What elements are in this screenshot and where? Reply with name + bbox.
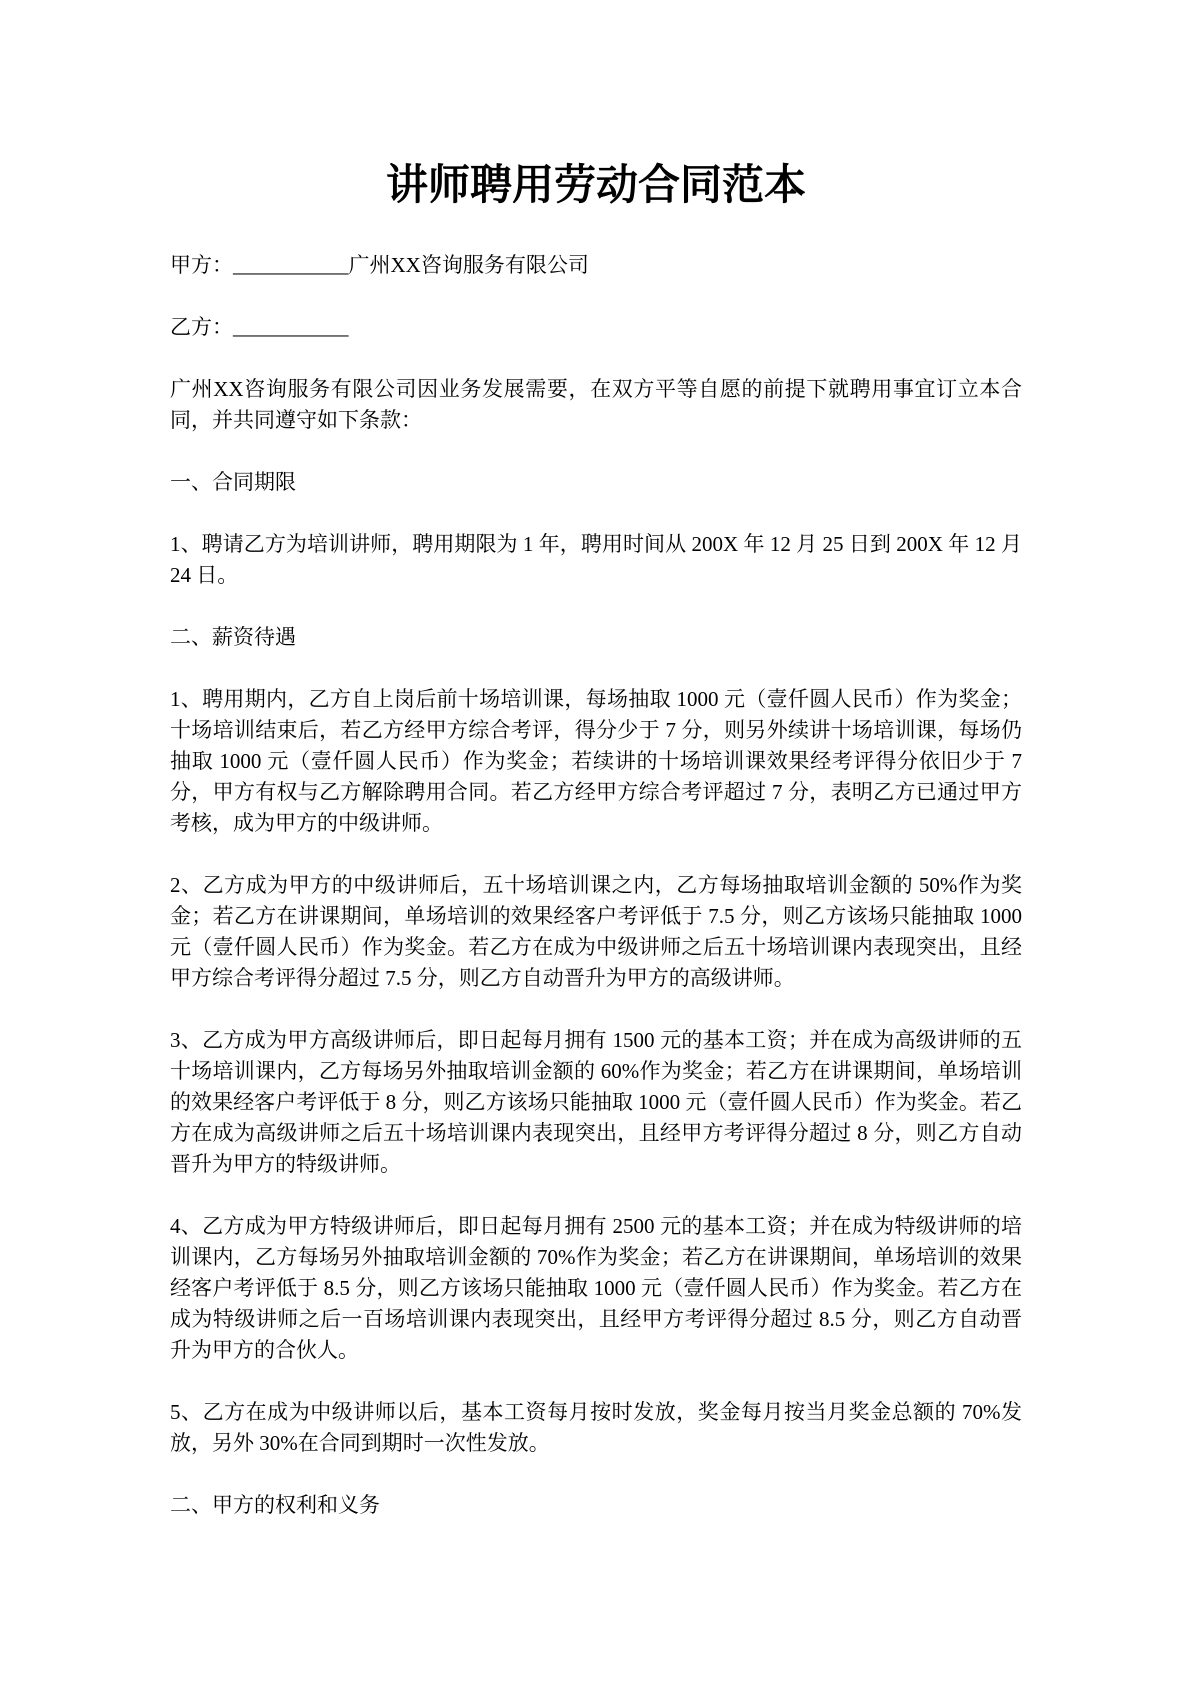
intro-paragraph: 广州XX咨询服务有限公司因业务发展需要，在双方平等自愿的前提下就聘用事宜订立本合同，并共同遵守如下条款： — [170, 377, 1022, 432]
party-b-blank-underline: ___________ — [233, 315, 349, 339]
contract-clause: 1、聘请乙方为培训讲师，聘用期限为 1 年，聘用时间从 200X 年 12 月 25 日到 200X 年 12 月 24 日。 — [170, 532, 1022, 587]
section-heading-contract-term: 一、合同期限 — [170, 470, 296, 494]
party-b-line — [170, 312, 1022, 343]
contract-clause: 3、乙方成为甲方高级讲师后，即日起每月拥有 1500 元的基本工资；并在成为高级讲师的五十场培训课内，乙方每场另外抽取培训金额的 60%作为奖金；若乙方在讲课期间，单场培训的效果经客户考评低于 8 分，则乙方该场只能抽取 1000 元（壹仟圆人民币）作为奖金。若乙方在成为高级讲师之后五十场培训课内表现突出，且经甲方考评得分超过 8 分，则乙方自动晋升为甲方的特级讲师。 — [170, 1028, 1022, 1176]
contract-clause: 4、乙方成为甲方特级讲师后，即日起每月拥有 2500 元的基本工资；并在成为特级讲师的培训课内，乙方每场另外抽取培训金额的 70%作为奖金；若乙方在讲课期间，单场培训的效果经客户考评低于 8.5 分，则乙方该场只能抽取 1000 元（壹仟圆人民币）作为奖金。若乙方在成为特级讲师之后一百场培训课内表现突出，且经甲方考评得分超过 8.5 分，则乙方自动晋升为甲方的合伙人。 — [170, 1214, 1022, 1362]
party-b-label: 乙方： — [170, 315, 233, 339]
section-heading-salary: 二、薪资待遇 — [170, 625, 296, 649]
section-heading-party-a-rights: 二、甲方的权利和义务 — [170, 1493, 380, 1517]
contract-clause: 5、乙方在成为中级讲师以后，基本工资每月按时发放，奖金每月按当月奖金总额的 70%发放，另外 30%在合同到期时一次性发放。 — [170, 1400, 1022, 1455]
party-a-label: 甲方： — [170, 253, 233, 277]
contract-clause: 2、乙方成为甲方的中级讲师后，五十场培训课之内，乙方每场抽取培训金额的 50%作为奖金；若乙方在讲课期间，单场培训的效果经客户考评低于 7.5 分，则乙方该场只能抽取 1000 元（壹仟圆人民币）作为奖金。若乙方在成为中级讲师之后五十场培训课内表现突出，且经甲方综合考评得分超过 7.5 分，则乙方自动晋升为甲方的高级讲师。 — [170, 873, 1022, 990]
contract-clause: 1、聘用期内，乙方自上岗后前十场培训课，每场抽取 1000 元（壹仟圆人民币）作为奖金；十场培训结束后，若乙方经甲方综合考评，得分少于 7 分，则另外续讲十场培训课，每场仍抽取 1000 元（壹仟圆人民币）作为奖金；若续讲的十场培训课效果经考评得分依旧少于 7 分，甲方有权与乙方解除聘用合同。若乙方经甲方综合考评超过 7 分，表明乙方已通过甲方考核，成为甲方的中级讲师。 — [170, 687, 1022, 835]
document-title: 讲师聘用劳动合同范本 — [385, 163, 806, 209]
party-a-line — [170, 250, 1022, 281]
party-a-value: 广州XX咨询服务有限公司 — [348, 253, 589, 277]
party-a-blank-underline: ___________ — [233, 253, 349, 277]
